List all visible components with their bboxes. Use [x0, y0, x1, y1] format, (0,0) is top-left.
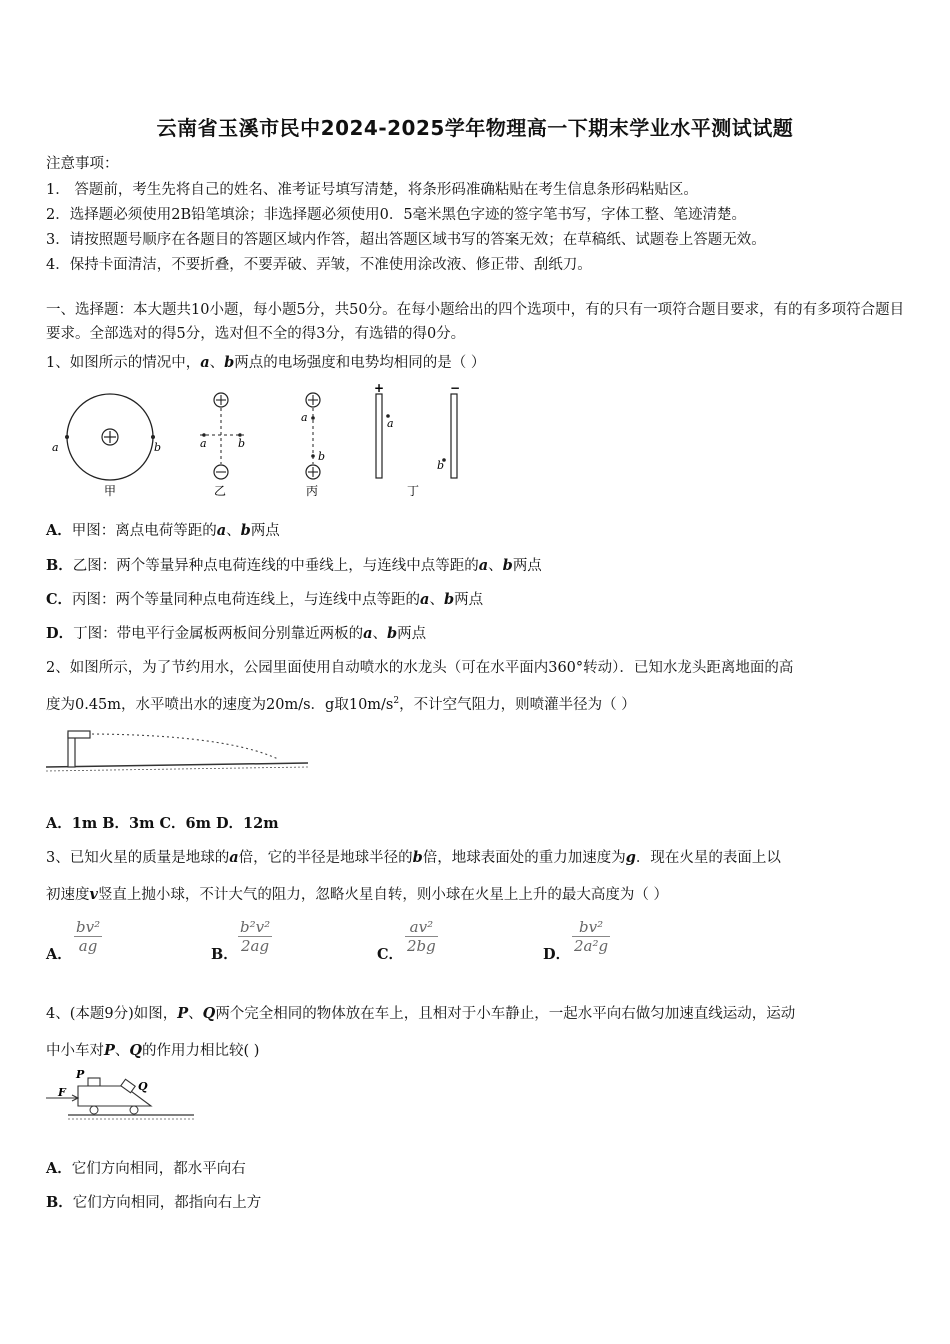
option-sep: 、 [488, 558, 503, 574]
q4-var-p: P [177, 1005, 189, 1022]
q3-text: 3、已知火星的质量是地球的 [46, 850, 230, 866]
q2-stem-line2 [46, 693, 636, 714]
q4-var-p: P [104, 1042, 115, 1059]
option-sep: 、 [429, 592, 444, 608]
q3-option-a-fraction [74, 918, 102, 955]
section-intro: 一、选择题：本大题共10小题，每小题5分，共50分。在每小题给出的四个选项中，有的只有一项符合题目要求，有的有多项符合题目要求。全部选对的得5分，选对但不全的得3分，有选错的得0分。 [46, 302, 905, 342]
q2-stem-line1: 2、如图所示，为了节约用水，公园里面使用自动喷水的水龙头（可在水平面内360°转动）．已知水龙头距离地面的高 [46, 660, 794, 676]
q1-stem-text: 1、如图所示的情况中， [46, 355, 201, 371]
option-text-end: 两点 [512, 558, 542, 574]
option-text-end: 两点 [454, 592, 484, 608]
option-text: 它们方向相同，都水平向右 [71, 1161, 246, 1177]
option-var-a: a [216, 522, 227, 539]
q3-text: 倍，地球表面处的重力加速度为 [422, 850, 626, 866]
faucet-nozzle [68, 731, 90, 738]
q3-option-c-letter[interactable]: C． [377, 946, 404, 963]
fraction-denominator: 2a²g [574, 937, 609, 955]
q4-sep: 、 [188, 1006, 203, 1022]
q1-var-a: a [200, 354, 210, 371]
fig-label-bing: 丙 [306, 484, 319, 498]
option-var-a: a [478, 557, 489, 574]
q3-option-c-fraction [405, 918, 438, 955]
option-letter: B． [46, 557, 73, 574]
q3-option-d-fraction [572, 918, 610, 955]
fig-bing-point-b [311, 454, 315, 458]
q1-option-b[interactable] [46, 554, 542, 575]
fraction-numerator: av² [405, 918, 438, 937]
option-letter: A． [46, 1160, 72, 1177]
fig-ding-label-b: b [437, 459, 445, 472]
q2-options[interactable]: A．1m B．3m C．6m D．12m [46, 815, 279, 832]
fig-ding-minus-sign: − [450, 381, 461, 395]
q1-figure [40, 380, 480, 505]
q2-figure [46, 725, 311, 775]
fig-jia-label-b: b [154, 441, 162, 454]
option-text-end: 两点 [250, 523, 280, 539]
q1-option-a[interactable] [46, 519, 280, 540]
fig-ding-plus-sign: + [374, 381, 385, 395]
option-var-b: b [386, 625, 398, 642]
option-var-b: b [443, 591, 455, 608]
q2-line2-text: 度为0.45m，水平喷出水的速度为20m/s．g取10m/s [46, 697, 394, 713]
option-var-b: b [502, 557, 513, 574]
q4-var-q: Q [202, 1005, 216, 1022]
notice-item: 4．保持卡面清洁，不要折叠，不要弄破、弄皱，不准使用涂改液、修正带、刮纸刀。 [46, 257, 592, 273]
q3-option-b-fraction [238, 918, 272, 955]
q3-text: 初速度 [46, 887, 90, 903]
cart-wheel-right [130, 1106, 138, 1114]
q4-figure [46, 1068, 206, 1126]
fig-jia-point-b [151, 435, 155, 439]
option-sep: 、 [372, 626, 387, 642]
q4-option-a[interactable] [46, 1157, 246, 1178]
fig-ding-label-a: a [387, 417, 394, 430]
q3-stem-line1 [46, 846, 781, 867]
q3-text: 竖直上抛小球，不计大气的阻力，忽略火星自转，则小球在火星上上升的最大高度为（ ） [97, 887, 669, 903]
q4-sep: 、 [114, 1043, 130, 1059]
fraction-denominator: 2ag [241, 937, 270, 955]
option-text: 丙图：两个等量同种点电荷连线上，与连线中点等距的 [72, 592, 421, 608]
q3-text: 倍，它的半径是地球半径的 [238, 850, 413, 866]
q3-option-b-letter[interactable]: B． [211, 946, 238, 963]
q1-stem-end: 两点的电场强度和电势均相同的是（ ） [234, 355, 486, 371]
q3-option-d-letter[interactable]: D． [543, 946, 571, 963]
q4-stem-line1 [46, 1002, 795, 1023]
option-var-a: a [420, 591, 430, 608]
notice-item: 2．选择题必须使用2B铅笔填涂；非选择题必须使用0．5毫米黑色字迹的签字笔书写，字体工整、笔迹清楚。 [46, 207, 747, 223]
fig-bing-point-a [311, 416, 315, 420]
fig-bing-label-b: b [318, 450, 326, 463]
q4-text: 4、(本题9分)如图， [46, 1006, 178, 1022]
q1-option-c[interactable] [46, 588, 483, 609]
fig-label-ding: 丁 [407, 484, 420, 498]
q4-stem-line2 [46, 1039, 259, 1060]
fig-yi-label-b: b [238, 437, 246, 450]
option-letter: B． [46, 1194, 73, 1211]
q3-text: ．现在火星的表面上以 [635, 850, 781, 866]
q4-text: 两个完全相同的物体放在车上，且相对于小车静止，一起水平向右做匀加速直线运动，运动 [215, 1006, 796, 1022]
label-p: P [76, 1068, 85, 1081]
option-text: 它们方向相同，都指向右上方 [72, 1195, 262, 1211]
option-text: 丁图：带电平行金属板两板间分别靠近两板的 [73, 626, 364, 642]
q2-line2-end: ，不计空气阻力，则喷灌半径为（ ） [399, 697, 636, 713]
q3-var-v: v [89, 886, 98, 903]
option-letter: D． [46, 625, 74, 642]
q1-option-d[interactable] [46, 622, 426, 643]
water-trajectory [92, 734, 278, 759]
q4-text: 中小车对 [46, 1043, 104, 1059]
q4-var-q: Q [129, 1042, 143, 1059]
fraction-numerator: bv² [572, 918, 610, 937]
option-var-b: b [240, 522, 251, 539]
option-letter: A． [46, 522, 72, 539]
fig-jia-point-a [65, 435, 69, 439]
label-q: Q [138, 1080, 148, 1093]
fig-jia-label-a: a [52, 441, 59, 454]
option-var-a: a [363, 625, 373, 642]
fraction-numerator: b²v² [240, 918, 271, 936]
q1-stem [46, 351, 485, 372]
fig-label-yi: 乙 [214, 484, 227, 498]
fig-bing-label-a: a [301, 411, 308, 424]
fig-yi-label-a: a [200, 437, 207, 450]
page-title: 云南省玉溪市民中2024-2025学年物理高一下期末学业水平测试试题 [156, 116, 794, 140]
q4-option-b[interactable] [46, 1191, 261, 1212]
q3-var-b: b [412, 849, 423, 866]
fraction-numerator: bv² [76, 918, 101, 936]
cart-wheel-left [90, 1106, 98, 1114]
fig-ding-plate-negative [451, 394, 457, 478]
option-letter: C． [46, 591, 73, 608]
option-text: 甲图：离点电荷等距的 [71, 523, 217, 539]
fig-ding-plate-positive [376, 394, 382, 478]
q3-var-g: g [625, 849, 636, 866]
ground-line [46, 763, 308, 767]
option-sep: 、 [226, 523, 241, 539]
label-f: F [58, 1086, 66, 1099]
fraction-denominator: 2bg [407, 937, 436, 955]
q3-option-a-letter[interactable]: A． [46, 946, 72, 963]
q1-sep: 、 [209, 355, 225, 371]
block-p [88, 1078, 100, 1086]
q4-text: 的作用力相比较( ) [142, 1043, 260, 1059]
fig-label-jia: 甲 [104, 484, 117, 498]
q1-var-b: b [224, 354, 235, 371]
notice-item: 3．请按照题号顺序在各题目的答题区域内作答，超出答题区域书写的答案无效；在草稿纸、试题卷上答题无效。 [46, 232, 766, 248]
notice-item: 1． 答题前，考生先将自己的姓名、准考证号填写清楚，将条形码准确粘贴在考生信息条形码粘贴区。 [46, 182, 698, 198]
notice-heading: 注意事项： [46, 156, 119, 172]
ground-hatch [46, 767, 308, 771]
q3-var-a: a [229, 849, 239, 866]
option-text: 乙图：两个等量异种点电荷连线的中垂线上，与连线中点等距的 [72, 558, 479, 574]
q2-superscript: 2 [393, 696, 400, 707]
fraction-denominator: ag [78, 937, 98, 955]
option-text-end: 两点 [397, 626, 427, 642]
q3-stem-line2 [46, 883, 668, 904]
